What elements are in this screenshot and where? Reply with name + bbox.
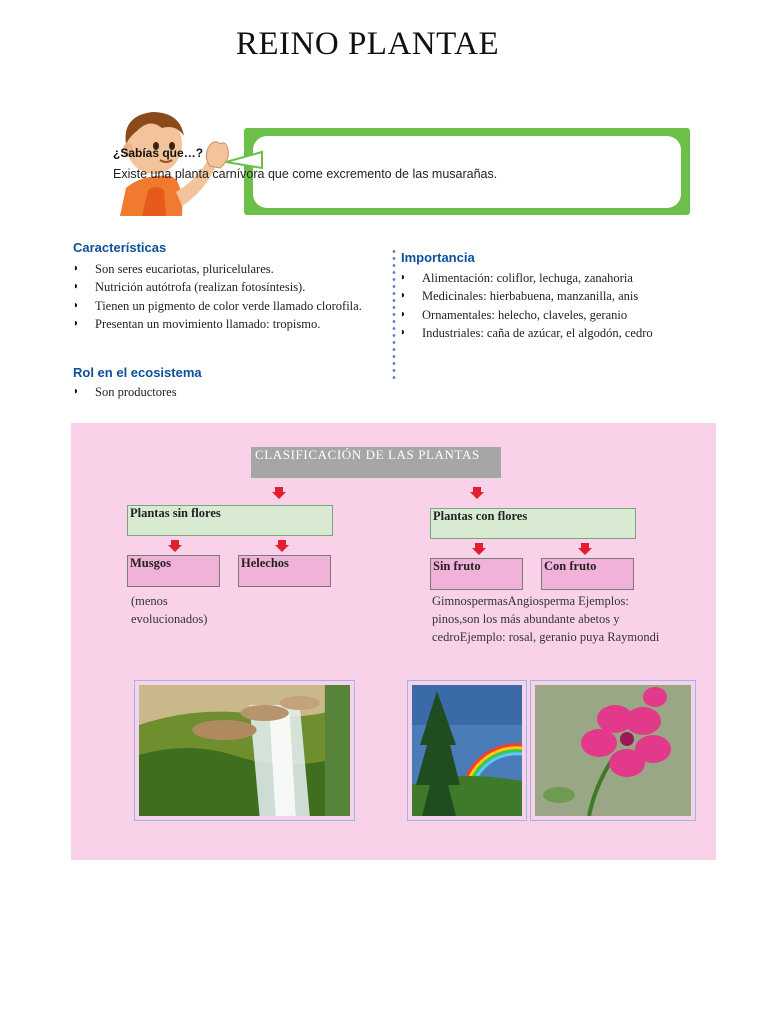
helechos-box: Helechos [238, 555, 331, 587]
list-item: ◗ Tienen un pigmento de color verde llamado clorofila. [73, 297, 363, 315]
caracteristicas-list [73, 260, 363, 333]
bullet-icon: ◗ [400, 308, 407, 320]
list-item: ◗ Alimentación: coliflor, lechuga, zanahoria [400, 269, 720, 287]
con-fruto-box: Con fruto [541, 558, 634, 590]
bullet-icon: ◗ [400, 326, 407, 338]
boy-illustration [112, 110, 262, 216]
angiosperma-note: GimnospermasAngiosperma Ejemplos: pinos,son los más abundante abetos y cedroEjemplo: rosal, geranio puya Raymondi [432, 594, 660, 644]
moss-waterfall-photo [134, 680, 355, 821]
page-title: REINO PLANTAE [235, 26, 500, 62]
down-arrow-icon [472, 543, 486, 555]
list-item: ◗ Presentan un movimiento llamado: tropismo. [73, 315, 363, 333]
bullet-icon: ◗ [400, 272, 407, 283]
rol-heading: Rol en el ecosistema [73, 365, 202, 380]
down-arrow-icon [275, 540, 289, 552]
geranium-photo [530, 680, 696, 821]
down-arrow-icon [272, 487, 286, 499]
bullet-icon: ◗ [73, 386, 80, 397]
bullet-icon: ◗ [73, 317, 80, 329]
bullet-icon: ◗ [73, 299, 80, 311]
list-item: ◗ Son productores [73, 383, 363, 401]
dotted-divider [392, 248, 396, 382]
callout-text: Existe una planta carnívora que come excremento de las musarañas. [113, 167, 498, 181]
classification-title: CLASIFICACIÓN DE LAS PLANTAS [251, 447, 501, 478]
list-item: ◗ Medicinales: hierbabuena, manzanilla, anis [400, 287, 720, 305]
list-item: ◗ Nutrición autótrofa (realizan fotosíntesis). [73, 278, 363, 296]
down-arrow-icon [470, 487, 484, 499]
sin-fruto-box: Sin fruto [430, 558, 523, 590]
list-item: ◗ Ornamentales: helecho, claveles, geranio [400, 306, 720, 324]
bullet-icon: ◗ [400, 290, 407, 302]
rol-list [73, 383, 363, 401]
callout-question: ¿Sabías que…? [113, 146, 204, 160]
list-item: ◗ Industriales: caña de azúcar, el algodón, cedro [400, 324, 720, 342]
musgos-note: (menos evolucionados) [131, 594, 208, 626]
panel-wave-border [71, 852, 716, 860]
list-item: ◗ Son seres eucariotas, pluricelulares. [73, 260, 363, 278]
sin-flores-box: Plantas sin flores [127, 505, 333, 536]
bullet-icon: ◗ [73, 281, 80, 293]
musgos-box: Musgos [127, 555, 220, 587]
bullet-icon: ◗ [73, 263, 80, 274]
pine-tree-photo [407, 680, 527, 821]
importancia-heading: Importancia [401, 250, 475, 265]
importancia-list [400, 269, 720, 342]
down-arrow-icon [168, 540, 182, 552]
caracteristicas-heading: Características [73, 240, 167, 255]
down-arrow-icon [578, 543, 592, 555]
con-flores-box: Plantas con flores [430, 508, 636, 539]
